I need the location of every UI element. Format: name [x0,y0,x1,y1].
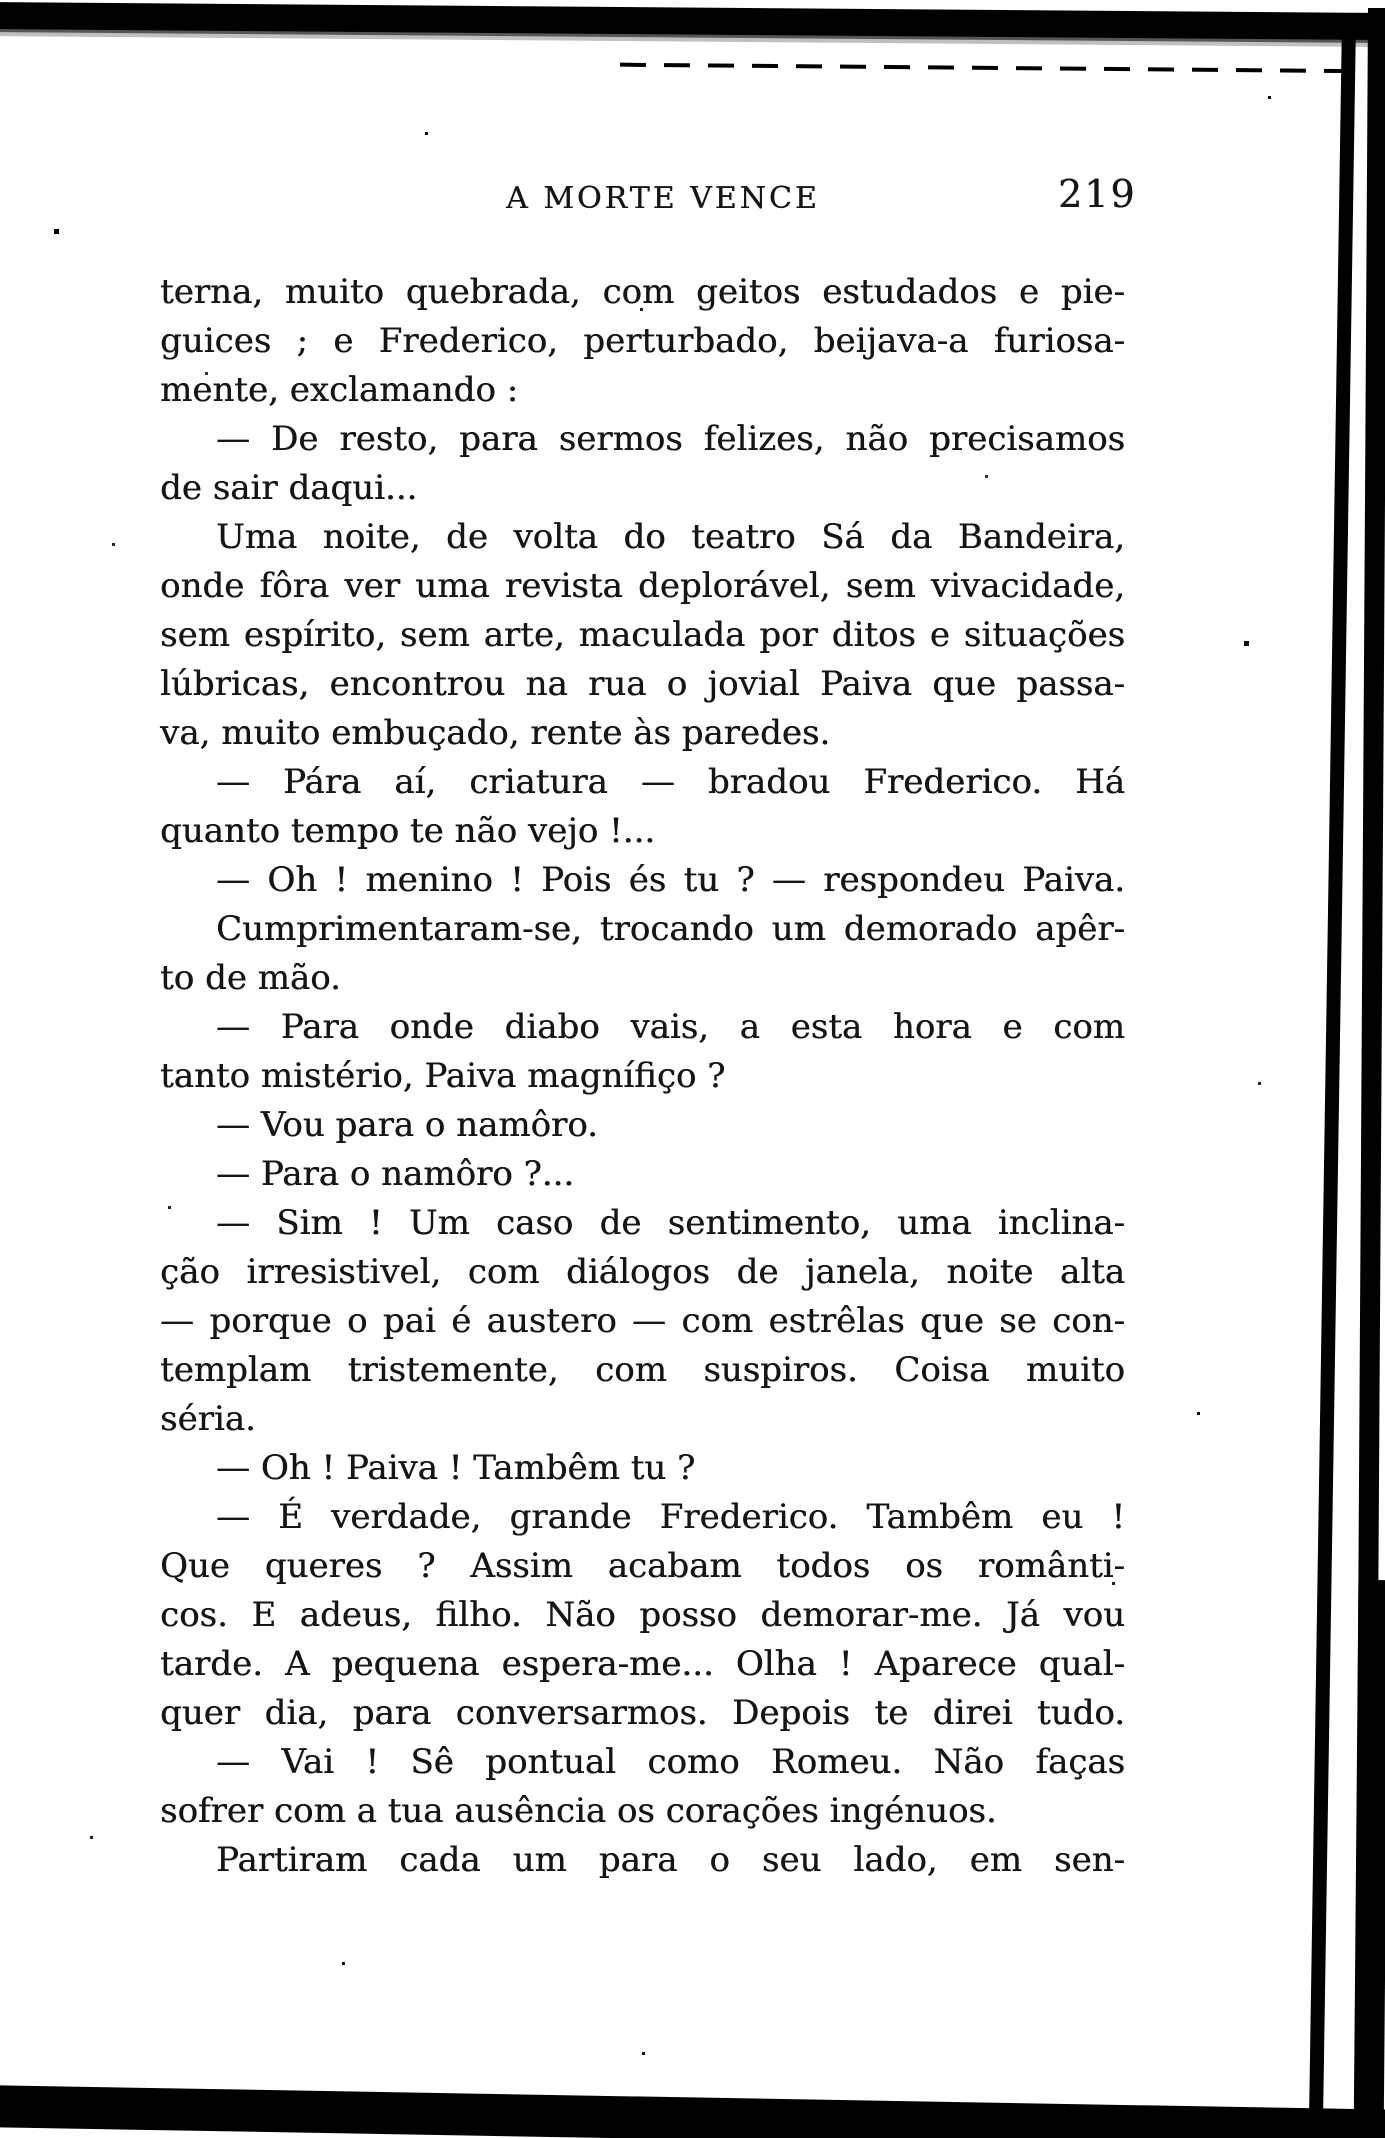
scan-artifact-bottom-bar [0,2085,1385,2138]
text-line: — Oh ! menino ! Pois és tu ? — respondeu Paiva. [216,860,1125,900]
text-line: — Para o namôro ?... [216,1154,575,1194]
scan-noise-specks [0,0,3,3]
text-line: quanto tempo te não vejo !... [160,811,656,851]
text-line: — De resto, para sermos felizes, não precisamos [216,419,1125,459]
running-title: A MORTE VENCE [506,181,820,216]
text-line: templam tristemente, com suspiros. Coisa muito [160,1350,1125,1390]
text-line: de sair daqui... [160,468,418,508]
text-line: séria. [160,1399,256,1439]
text-line: — Vai ! Sê pontual como Romeu. Não faças [216,1742,1125,1782]
text-line: — Oh ! Paiva ! Tambêm tu ? [216,1448,696,1488]
text-line: Partiram cada um para o seu lado, em sen- [216,1840,1125,1880]
text-line: to de mão. [160,958,341,998]
scan-artifact-top-fragment [620,63,1380,74]
text-line: ção irresistivel, com diálogos de janela, noite alta [160,1252,1125,1292]
scan-artifact-right-inner-bar [1309,20,1356,2138]
text-line: va, muito embuçado, rente às paredes. [160,713,831,753]
text-line: sem espírito, sem arte, maculada por ditos e situações [160,615,1125,655]
text-line: Uma noite, de volta do teatro Sá da Bandeira, [216,517,1125,557]
text-line: — Pára aí, criatura — bradou Frederico. Há [216,762,1125,802]
text-line: cos. E adeus, filho. Não posso demorar-me. Já vou [160,1595,1125,1635]
text-line: — Sim ! Um caso de sentimento, uma inclina- [216,1203,1125,1243]
text-line: tanto mistério, Paiva magnífiço ? [160,1056,726,1096]
text-line: lúbricas, encontrou na rua o jovial Paiva que passa- [160,664,1125,704]
scan-artifact-top-bar [0,2,1385,40]
text-line: Que queres ? Assim acabam todos os românti- [160,1546,1125,1586]
text-line: Cumprimentaram-se, trocando um demorado apêr- [216,909,1125,949]
text-line: onde fôra ver uma revista deplorável, sem vivacidade, [160,566,1125,606]
text-line: terna, muito quebrada, com geitos estudados e pie- [160,272,1125,312]
text-line: — Para onde diabo vais, a esta hora e com [216,1007,1125,1047]
body-text [160,268,1125,1885]
text-line: tarde. A pequena espera-me... Olha ! Aparece qual- [160,1644,1125,1684]
text-line: guices ; e Frederico, perturbado, beijava-a furiosa- [160,321,1125,361]
page-number: 219 [1058,172,1137,216]
scan-artifact-right-lower-bar [1354,1580,1385,2138]
text-line: sofrer com a tua ausência os corações ingénuos. [160,1791,997,1831]
text-line: quer dia, para conversarmos. Depois te direi tudo. [160,1693,1125,1733]
text-line: — porque o pai é austero — com estrêlas que se con- [160,1301,1125,1341]
text-line: — É verdade, grande Frederico. Tambêm eu ! [216,1497,1125,1537]
text-line: mente, exclamando : [160,370,519,410]
text-line: — Vou para o namôro. [216,1105,598,1145]
